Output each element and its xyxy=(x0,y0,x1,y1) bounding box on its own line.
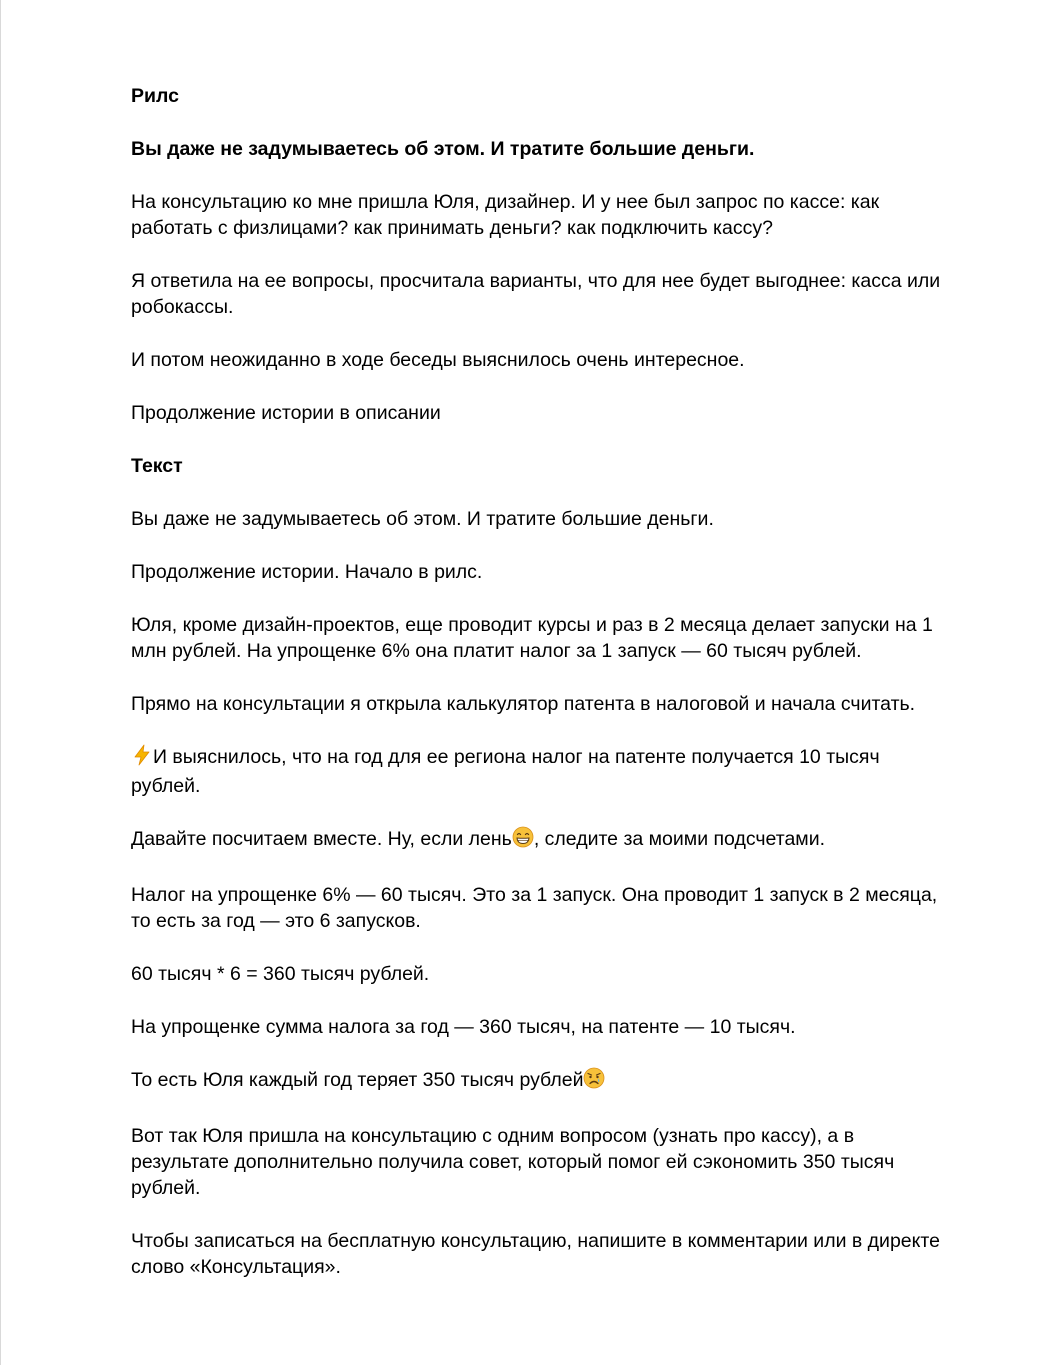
text-paragraph-5 xyxy=(131,744,951,799)
text-paragraph-8: 60 тысяч * 6 = 360 тысяч рублей. xyxy=(131,963,430,985)
text-paragraph-9: На упрощенке сумма налога за год — 360 тысяч, на патенте — 10 тысяч. xyxy=(131,1016,796,1038)
text-paragraph-1: Вы даже не задумываетесь об этом. И тратите большие деньги. xyxy=(131,508,714,530)
text-paragraph-12: Чтобы записаться на бесплатную консультацию, напишите в комментарии или в директе слово «Консультация». xyxy=(131,1230,940,1278)
page-edge-divider xyxy=(0,0,1,1365)
text-paragraph-10-text: То есть Юля каждый год теряет 350 тысяч рублей xyxy=(131,1069,584,1091)
text-paragraph-7: Налог на упрощенке 6% — 60 тысяч. Это за 1 запуск. Она проводит 1 запуск в 2 месяца, то есть за год — это 6 запусков. xyxy=(131,884,938,932)
reels-paragraph-3: И потом неожиданно в ходе беседы выяснилось очень интересное. xyxy=(131,349,745,371)
text-paragraph-6 xyxy=(131,826,951,855)
heading-text: Текст xyxy=(131,455,183,477)
grinning-face-emoji-icon xyxy=(512,826,534,855)
lightning-emoji-icon xyxy=(131,744,153,773)
sad-face-emoji-icon xyxy=(583,1067,605,1096)
text-paragraph-4: Прямо на консультации я открыла калькулятор патента в налоговой и начала считать. xyxy=(131,693,916,715)
reels-title: Вы даже не задумываетесь об этом. И тратите большие деньги. xyxy=(131,138,755,160)
text-paragraph-6-end: , следите за моими подсчетами. xyxy=(533,828,826,850)
reels-paragraph-1: На консультацию ко мне пришла Юля, дизайнер. И у нее был запрос по кассе: как работать с физлицами? как принимать деньги? как подключить кассу? xyxy=(131,191,880,239)
heading-reels: Рилс xyxy=(131,85,179,107)
reels-paragraph-4: Продолжение истории в описании xyxy=(131,402,441,424)
text-paragraph-3: Юля, кроме дизайн-проектов, еще проводит курсы и раз в 2 месяца делает запуски на 1 млн рублей. На упрощенке 6% она платит налог за 1 запуск — 60 тысяч рублей. xyxy=(131,614,933,662)
text-paragraph-5-text: И выяснилось, что на год для ее региона налог на патенте получается 10 тысяч рублей. xyxy=(131,746,880,797)
text-paragraph-10 xyxy=(131,1067,951,1096)
text-paragraph-6-start: Давайте посчитаем вместе. Ну, если лень xyxy=(131,828,512,850)
text-paragraph-11: Вот так Юля пришла на консультацию с одним вопросом (узнать про кассу), а в результате дополнительно получила совет, который помог ей сэкономить 350 тысяч рублей. xyxy=(131,1125,895,1199)
text-paragraph-2: Продолжение истории. Начало в рилс. xyxy=(131,561,483,583)
reels-paragraph-2: Я ответила на ее вопросы, просчитала варианты, что для нее будет выгоднее: касса или робокассы. xyxy=(131,270,941,318)
document-body xyxy=(131,83,951,1307)
